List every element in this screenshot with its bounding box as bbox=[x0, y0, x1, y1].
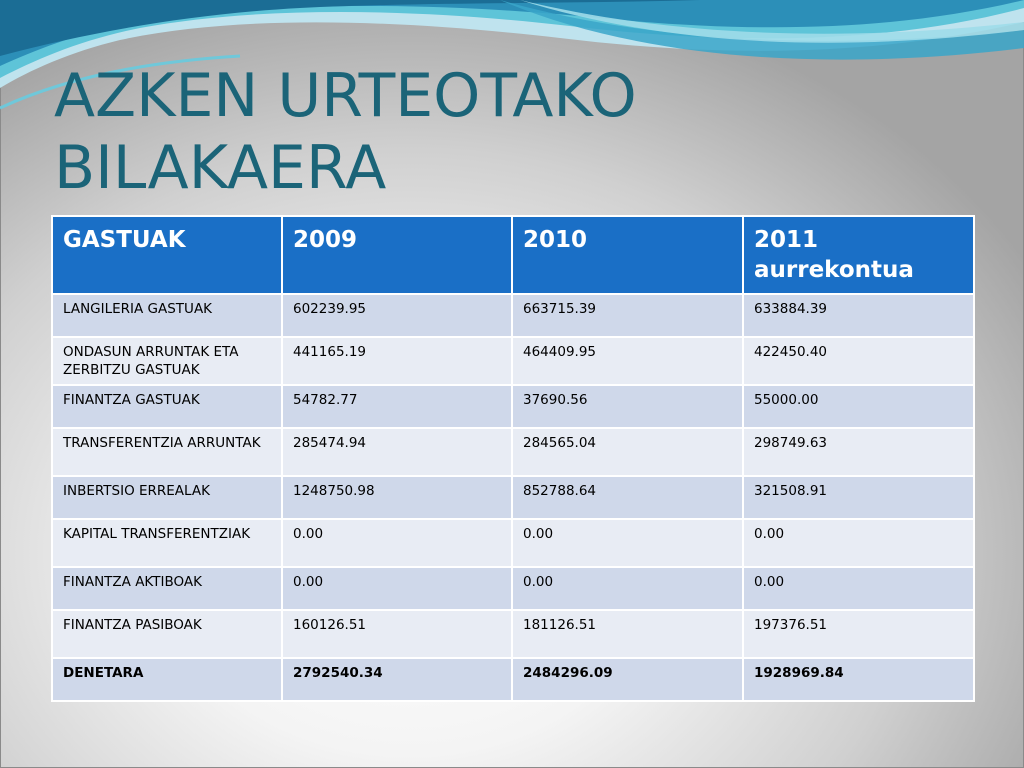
value-2011: 197376.51 bbox=[743, 610, 974, 658]
row-label: INBERTSIO ERREALAK bbox=[52, 476, 282, 519]
page-title bbox=[54, 60, 637, 204]
page-title-line-2: BILAKAERA bbox=[54, 133, 387, 203]
value-2009: 285474.94 bbox=[282, 428, 512, 476]
total-2010: 2484296.09 bbox=[512, 658, 743, 701]
value-2010: 852788.64 bbox=[512, 476, 743, 519]
value-2010: 0.00 bbox=[512, 519, 743, 567]
row-label: ONDASUN ARRUNTAK ETA ZERBITZU GASTUAK bbox=[52, 337, 282, 385]
header-gastuak: GASTUAK bbox=[52, 216, 282, 294]
value-2011: 422450.40 bbox=[743, 337, 974, 385]
table-row bbox=[52, 476, 974, 519]
table-row bbox=[52, 610, 974, 658]
row-label: KAPITAL TRANSFERENTZIAK bbox=[52, 519, 282, 567]
value-2011: 0.00 bbox=[743, 567, 974, 610]
value-2010: 37690.56 bbox=[512, 385, 743, 428]
value-2011: 0.00 bbox=[743, 519, 974, 567]
value-2009: 441165.19 bbox=[282, 337, 512, 385]
header-2011-aurrekontua: 2011 aurrekontua bbox=[743, 216, 974, 294]
value-2010: 181126.51 bbox=[512, 610, 743, 658]
row-label: FINANTZA PASIBOAK bbox=[52, 610, 282, 658]
total-label: DENETARA bbox=[52, 658, 282, 701]
header-2010: 2010 bbox=[512, 216, 743, 294]
value-2009: 0.00 bbox=[282, 567, 512, 610]
table-row bbox=[52, 385, 974, 428]
value-2009: 0.00 bbox=[282, 519, 512, 567]
table-row bbox=[52, 337, 974, 385]
page-title-line-1: AZKEN URTEOTAKO bbox=[54, 61, 637, 131]
row-label: FINANTZA AKTIBOAK bbox=[52, 567, 282, 610]
value-2011: 321508.91 bbox=[743, 476, 974, 519]
row-label: TRANSFERENTZIA ARRUNTAK bbox=[52, 428, 282, 476]
table-total-row bbox=[52, 658, 974, 701]
value-2009: 54782.77 bbox=[282, 385, 512, 428]
value-2011: 55000.00 bbox=[743, 385, 974, 428]
table-row bbox=[52, 519, 974, 567]
total-2009: 2792540.34 bbox=[282, 658, 512, 701]
table-row bbox=[52, 428, 974, 476]
value-2010: 663715.39 bbox=[512, 294, 743, 337]
row-label: LANGILERIA GASTUAK bbox=[52, 294, 282, 337]
value-2009: 602239.95 bbox=[282, 294, 512, 337]
value-2010: 284565.04 bbox=[512, 428, 743, 476]
header-2009: 2009 bbox=[282, 216, 512, 294]
value-2010: 464409.95 bbox=[512, 337, 743, 385]
table-row bbox=[52, 294, 974, 337]
value-2010: 0.00 bbox=[512, 567, 743, 610]
value-2009: 1248750.98 bbox=[282, 476, 512, 519]
table-row bbox=[52, 567, 974, 610]
value-2011: 633884.39 bbox=[743, 294, 974, 337]
table-header-row bbox=[52, 216, 974, 294]
value-2009: 160126.51 bbox=[282, 610, 512, 658]
total-2011: 1928969.84 bbox=[743, 658, 974, 701]
row-label: FINANTZA GASTUAK bbox=[52, 385, 282, 428]
budget-table bbox=[51, 215, 975, 702]
value-2011: 298749.63 bbox=[743, 428, 974, 476]
